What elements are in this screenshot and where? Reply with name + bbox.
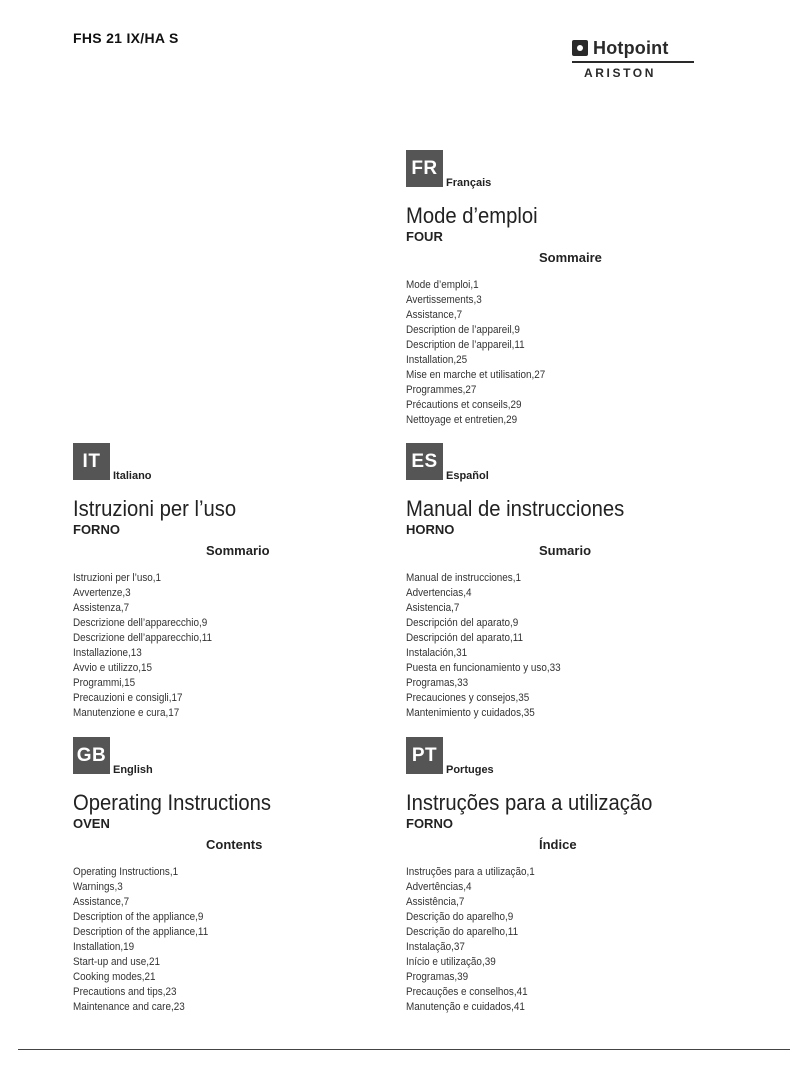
toc-list — [406, 865, 736, 1015]
toc-item: Precauções e conselhos,41 — [406, 986, 528, 998]
toc-item: Precautions and tips,23 — [73, 986, 177, 998]
bottom-divider — [18, 1049, 790, 1050]
toc-item: Advertencias,4 — [406, 587, 472, 599]
toc-item: Descrição do aparelho,11 — [406, 926, 519, 938]
toc-item: Descrição do aparelho,9 — [406, 911, 514, 923]
toc-heading: Índice — [539, 837, 577, 852]
toc-item: Warnings,3 — [73, 881, 123, 893]
section-pt — [406, 736, 736, 1015]
language-name: Français — [446, 177, 492, 189]
toc-item: Operating Instructions,1 — [73, 866, 179, 878]
section-subtitle: HORNO — [406, 522, 455, 537]
toc-item: Asistencia,7 — [406, 602, 460, 614]
toc-item: Mantenimiento y cuidados,35 — [406, 707, 535, 719]
section-title: Instruções para a utilização — [406, 790, 653, 815]
language-code-badge: PT — [406, 737, 443, 774]
toc-item: Assistance,7 — [406, 309, 463, 321]
toc-item: Precauciones y consejos,35 — [406, 692, 530, 704]
section-it — [73, 442, 403, 721]
section-subtitle: FORNO — [73, 522, 120, 537]
toc-heading: Sommario — [206, 543, 270, 558]
toc-item: Descripción del aparato,11 — [406, 632, 524, 644]
section-subtitle: FORNO — [406, 816, 453, 831]
toc-item: Mise en marche et utilisation,27 — [406, 369, 546, 381]
toc-item: Mode d’emploi,1 — [406, 279, 479, 291]
toc-item: Istruzioni per l’uso,1 — [73, 572, 162, 584]
toc-item: Instruções para a utilização,1 — [406, 866, 535, 878]
toc-item: Puesta en funcionamiento y uso,33 — [406, 662, 561, 674]
toc-item: Installazione,13 — [73, 647, 142, 659]
toc-item: Description of the appliance,9 — [73, 911, 204, 923]
language-name: Portuges — [446, 764, 494, 776]
toc-item: Précautions et conseils,29 — [406, 399, 522, 411]
toc-heading: Sumario — [539, 543, 592, 558]
toc-item: Description de l’appareil,11 — [406, 339, 525, 351]
toc-item: Installation,19 — [73, 941, 135, 953]
logo-divider — [572, 61, 694, 63]
toc-item: Advertências,4 — [406, 881, 472, 893]
language-code-badge: GB — [73, 737, 110, 774]
toc-item: Manual de instrucciones,1 — [406, 572, 522, 584]
section-title: Istruzioni per l’uso — [73, 496, 237, 521]
language-code-badge: ES — [406, 443, 443, 480]
toc-heading: Contents — [206, 837, 263, 852]
toc-item: Assistenza,7 — [73, 602, 130, 614]
toc-item: Descrizione dell’apparecchio,9 — [73, 617, 208, 629]
language-name: English — [113, 764, 153, 776]
toc-list — [73, 865, 403, 1015]
toc-item: Nettoyage et entretien,29 — [406, 414, 518, 426]
toc-item: Start-up and use,21 — [73, 956, 160, 968]
toc-item: Description de l’appareil,9 — [406, 324, 520, 336]
section-subtitle: FOUR — [406, 229, 443, 244]
section-fr — [406, 149, 736, 428]
toc-item: Description of the appliance,11 — [73, 926, 209, 938]
toc-item: Precauzioni e consigli,17 — [73, 692, 183, 704]
language-code-badge: IT — [73, 443, 110, 480]
toc-item: Descrizione dell’apparecchio,11 — [73, 632, 213, 644]
toc-heading: Sommaire — [539, 250, 602, 265]
logo-brand-text: Hotpoint — [593, 37, 669, 58]
section-title: Mode d’emploi — [406, 203, 538, 228]
section-subtitle: OVEN — [73, 816, 110, 831]
toc-item: Assistance,7 — [73, 896, 130, 908]
toc-item: Manutenção e cuidados,41 — [406, 1001, 525, 1013]
language-code-badge: FR — [406, 150, 443, 187]
toc-item: Programmes,27 — [406, 384, 477, 396]
language-name: Italiano — [113, 470, 152, 482]
toc-item: Avertissements,3 — [406, 294, 482, 306]
toc-item: Assistência,7 — [406, 896, 465, 908]
toc-item: Descripción del aparato,9 — [406, 617, 519, 629]
toc-item: Avvertenze,3 — [73, 587, 131, 599]
model-number: FHS 21 IX/HA S — [73, 30, 179, 46]
brand-logo — [572, 38, 696, 82]
toc-list — [406, 278, 736, 428]
toc-item: Installation,25 — [406, 354, 468, 366]
toc-item: Início e utilização,39 — [406, 956, 496, 968]
toc-item: Instalación,31 — [406, 647, 468, 659]
toc-item: Programmi,15 — [73, 677, 136, 689]
section-es — [406, 442, 736, 721]
section-title: Operating Instructions — [73, 790, 272, 815]
section-title: Manual de instrucciones — [406, 496, 625, 521]
toc-item: Programas,33 — [406, 677, 469, 689]
toc-item: Programas,39 — [406, 971, 469, 983]
language-name: Español — [446, 470, 489, 482]
toc-list — [406, 571, 736, 721]
hotpoint-logo-icon — [572, 40, 588, 56]
section-gb — [73, 736, 403, 1015]
toc-item: Maintenance and care,23 — [73, 1001, 185, 1013]
toc-item: Avvio e utilizzo,15 — [73, 662, 153, 674]
toc-item: Instalação,37 — [406, 941, 465, 953]
toc-list — [73, 571, 403, 721]
logo-sub-text: ARISTON — [584, 66, 656, 80]
toc-item: Cooking modes,21 — [73, 971, 156, 983]
toc-item: Manutenzione e cura,17 — [73, 707, 180, 719]
